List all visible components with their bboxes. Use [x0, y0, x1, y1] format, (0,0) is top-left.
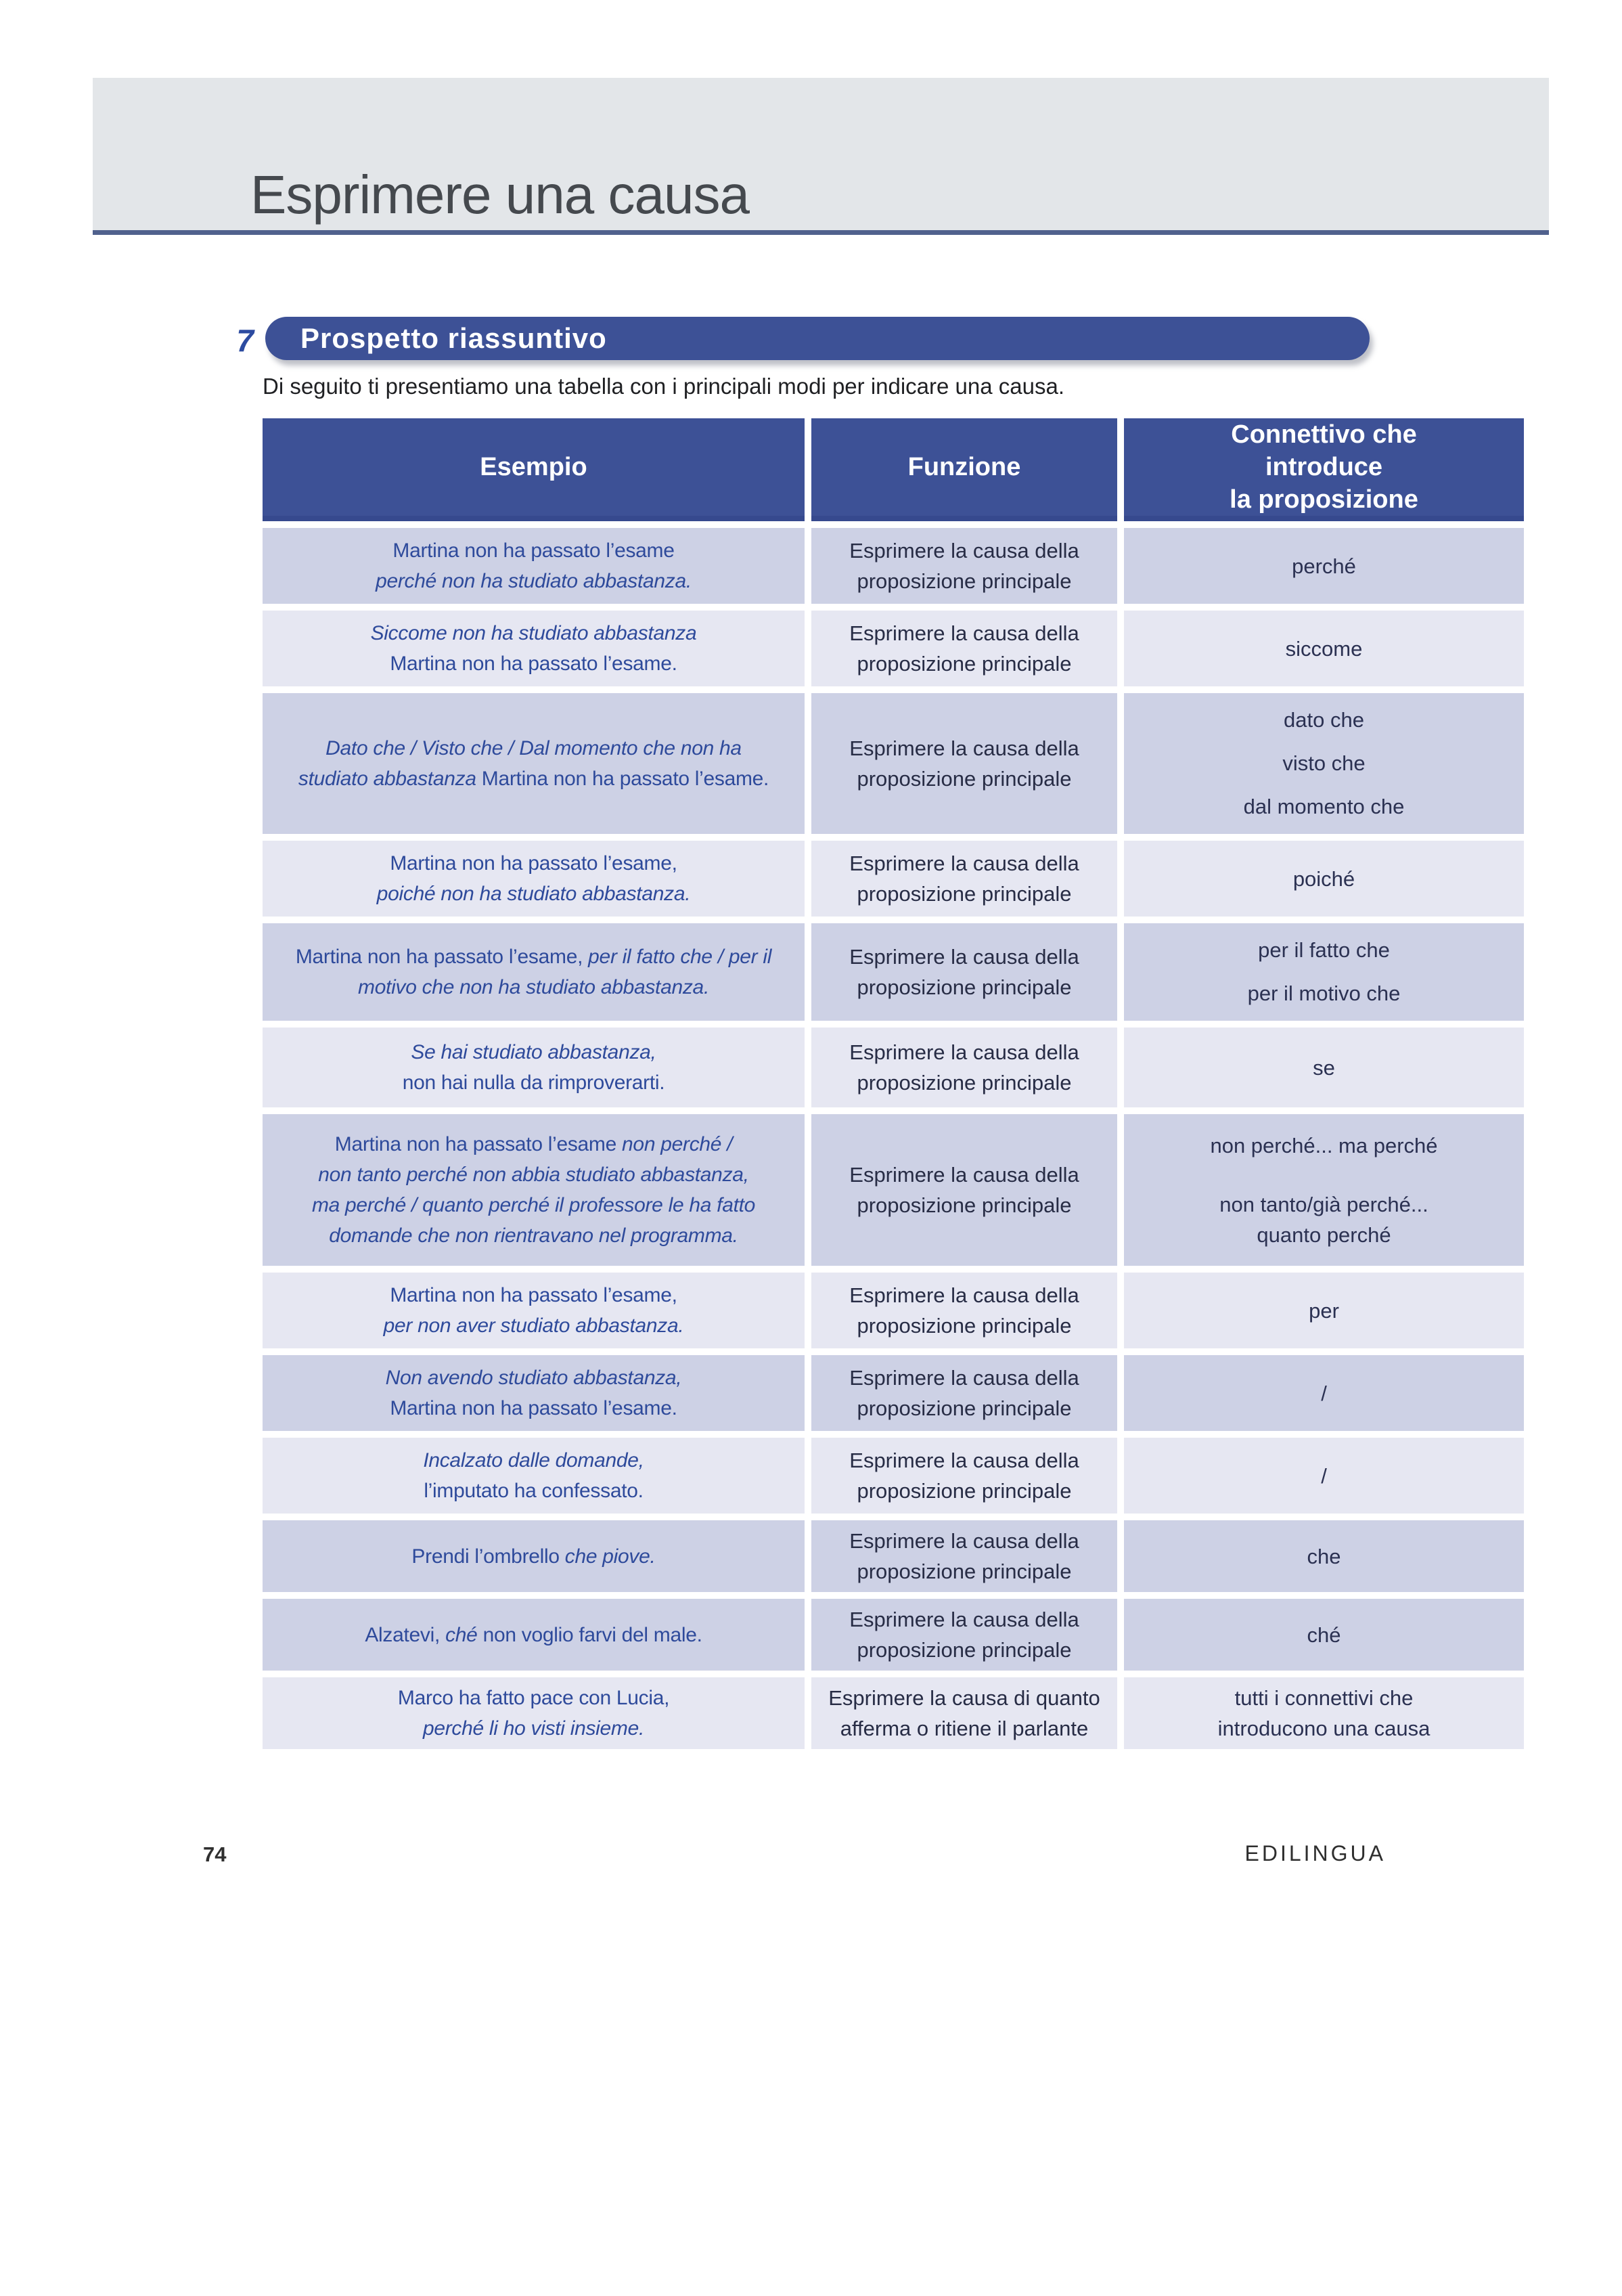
- connettivo-cell: poiché: [1124, 841, 1524, 917]
- summary-table: [263, 418, 1524, 1749]
- connettivo-cell: /: [1124, 1438, 1524, 1514]
- section-title-pill: [265, 317, 1370, 360]
- connettivo-cell: se: [1124, 1028, 1524, 1107]
- funzione-cell: Esprimere la causa della proposizione principale: [811, 1520, 1117, 1592]
- connettivo-cell: dato che visto che dal momento che: [1124, 693, 1524, 834]
- esempio-cell: Se hai studiato abbastanza, non hai nulla da rimproverarti.: [263, 1028, 805, 1107]
- connettivo-cell: per: [1124, 1273, 1524, 1348]
- connettivo-cell: tutti i connettivi che introducono una causa: [1124, 1677, 1524, 1749]
- connettivo-cell: non perché... ma perché non tanto/già perché... quanto perché: [1124, 1114, 1524, 1266]
- column-header-2: Funzione: [811, 418, 1117, 521]
- connettivo-cell: che: [1124, 1520, 1524, 1592]
- funzione-cell: Esprimere la causa di quanto afferma o ritiene il parlante: [811, 1677, 1117, 1749]
- funzione-cell: Esprimere la causa della proposizione principale: [811, 1599, 1117, 1671]
- esempio-cell: Martina non ha passato l’esame, per non aver studiato abbastanza.: [263, 1273, 805, 1348]
- section-title: Prospetto riassuntivo: [300, 322, 607, 354]
- esempio-cell: Marco ha fatto pace con Lucia, perché li ho visti insieme.: [263, 1677, 805, 1749]
- column-header-3: Connettivo che introduce la proposizione: [1124, 418, 1524, 521]
- esempio-cell: Non avendo studiato abbastanza, Martina non ha passato l’esame.: [263, 1355, 805, 1431]
- esempio-cell: Siccome non ha studiato abbastanza Martina non ha passato l’esame.: [263, 611, 805, 686]
- funzione-cell: Esprimere la causa della proposizione principale: [811, 693, 1117, 834]
- funzione-cell: Esprimere la causa della proposizione principale: [811, 1355, 1117, 1431]
- funzione-cell: Esprimere la causa della proposizione principale: [811, 1273, 1117, 1348]
- connettivo-cell: per il fatto che per il motivo che: [1124, 923, 1524, 1021]
- esempio-cell: Prendi l’ombrello che piove.: [263, 1520, 805, 1592]
- intro-text: Di seguito ti presentiamo una tabella con i principali modi per indicare una causa.: [263, 374, 1065, 399]
- esempio-cell: Martina non ha passato l’esame perché non ha studiato abbastanza.: [263, 528, 805, 604]
- connettivo-cell: perché: [1124, 528, 1524, 604]
- funzione-cell: Esprimere la causa della proposizione principale: [811, 923, 1117, 1021]
- page-number: 74: [203, 1842, 227, 1866]
- funzione-cell: Esprimere la causa della proposizione principale: [811, 528, 1117, 604]
- esempio-cell: Incalzato dalle domande, l’imputato ha confessato.: [263, 1438, 805, 1514]
- esempio-cell: Martina non ha passato l’esame non perché / non tanto perché non abbia studiato abbastanza, ma perché / quanto perché il professore le ha fatto domande che non rientravano nel programma.: [263, 1114, 805, 1266]
- publisher-logo: EDILINGUA: [1244, 1841, 1386, 1866]
- chapter-header-band: [93, 78, 1549, 235]
- esempio-cell: Alzatevi, ché non voglio farvi del male.: [263, 1599, 805, 1671]
- column-header-1: Esempio: [263, 418, 805, 521]
- connettivo-cell: siccome: [1124, 611, 1524, 686]
- connettivo-cell: ché: [1124, 1599, 1524, 1671]
- funzione-cell: Esprimere la causa della proposizione principale: [811, 1114, 1117, 1266]
- connettivo-cell: /: [1124, 1355, 1524, 1431]
- chapter-title: Esprimere una causa: [250, 164, 749, 225]
- funzione-cell: Esprimere la causa della proposizione principale: [811, 1028, 1117, 1107]
- funzione-cell: Esprimere la causa della proposizione principale: [811, 1438, 1117, 1514]
- esempio-cell: Dato che / Visto che / Dal momento che non ha studiato abbastanza Martina non ha passato l’esame.: [263, 693, 805, 834]
- funzione-cell: Esprimere la causa della proposizione principale: [811, 611, 1117, 686]
- esempio-cell: Martina non ha passato l’esame, poiché non ha studiato abbastanza.: [263, 841, 805, 917]
- funzione-cell: Esprimere la causa della proposizione principale: [811, 841, 1117, 917]
- esempio-cell: Martina non ha passato l’esame, per il fatto che / per il motivo che non ha studiato abbastanza.: [263, 923, 805, 1021]
- section-number: 7: [236, 323, 254, 358]
